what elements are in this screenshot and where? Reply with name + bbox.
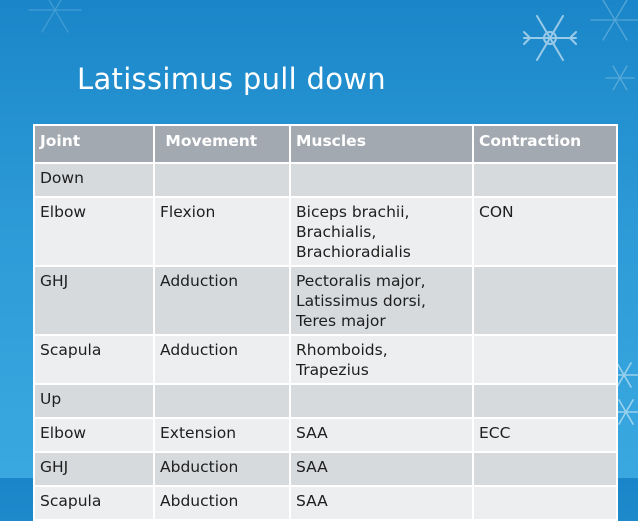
table-row	[34, 197, 617, 266]
table-cell-movement: Abduction	[154, 452, 290, 486]
table-cell-muscles	[290, 384, 473, 418]
slide-title: Latissimus pull down	[77, 62, 386, 96]
table-cell-contraction	[473, 486, 617, 520]
table-cell-contraction	[473, 266, 617, 335]
table-cell-contraction: ECC	[473, 418, 617, 452]
snowflake-icon	[0, 0, 120, 70]
table-cell-joint: Up	[34, 384, 154, 418]
column-header-contraction: Contraction	[473, 125, 617, 163]
movement-table	[33, 124, 618, 521]
table-body	[34, 163, 617, 520]
table-cell-contraction	[473, 384, 617, 418]
table-cell-movement: Flexion	[154, 197, 290, 266]
table-cell-movement: Adduction	[154, 335, 290, 384]
table-cell-movement: Adduction	[154, 266, 290, 335]
table-cell-muscles: SAA	[290, 418, 473, 452]
table-cell-contraction	[473, 163, 617, 197]
table-cell-movement: Extension	[154, 418, 290, 452]
table-row	[34, 266, 617, 335]
snowflake-icon	[470, 0, 638, 120]
table-row	[34, 384, 617, 418]
table-cell-joint: Scapula	[34, 486, 154, 520]
table-cell-muscles: SAA	[290, 486, 473, 520]
table-cell-movement: Abduction	[154, 486, 290, 520]
table-cell-joint: GHJ	[34, 452, 154, 486]
table-cell-contraction: CON	[473, 197, 617, 266]
table-cell-joint: Down	[34, 163, 154, 197]
table-row	[34, 452, 617, 486]
table-row	[34, 335, 617, 384]
table-cell-muscles: Rhomboids, Trapezius	[290, 335, 473, 384]
table-cell-muscles: Pectoralis major, Latissimus dorsi, Teres major	[290, 266, 473, 335]
table-row	[34, 486, 617, 520]
table-cell-movement	[154, 384, 290, 418]
column-header-muscles: Muscles	[290, 125, 473, 163]
table-cell-joint: Scapula	[34, 335, 154, 384]
table-cell-muscles: Biceps brachii, Brachialis, Brachioradialis	[290, 197, 473, 266]
table-cell-muscles	[290, 163, 473, 197]
table-cell-contraction	[473, 335, 617, 384]
table-row	[34, 163, 617, 197]
table-cell-joint: Elbow	[34, 418, 154, 452]
table-cell-contraction	[473, 452, 617, 486]
table-cell-muscles: SAA	[290, 452, 473, 486]
column-header-joint: Joint	[34, 125, 154, 163]
column-header-movement: Movement	[154, 125, 290, 163]
table-cell-joint: GHJ	[34, 266, 154, 335]
table-header-row	[34, 125, 617, 163]
table-cell-joint: Elbow	[34, 197, 154, 266]
table-row	[34, 418, 617, 452]
table-cell-movement	[154, 163, 290, 197]
